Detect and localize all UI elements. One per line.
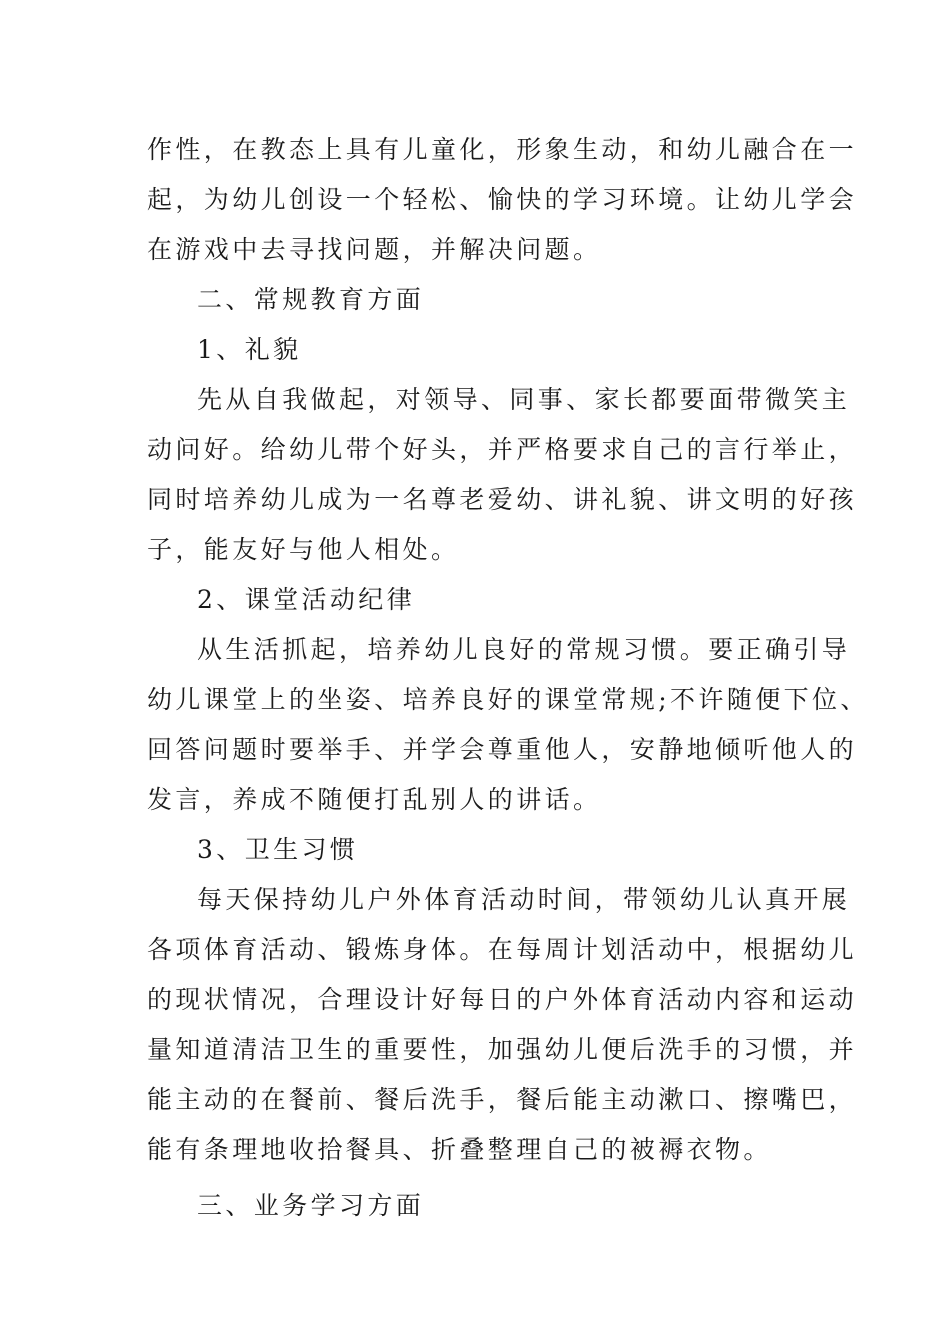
paragraph-line: 同时培养幼儿成为一名尊老爱幼、讲礼貌、讲文明的好孩: [147, 485, 858, 514]
paragraph-line: 的现状情况，合理设计好每日的户外体育活动内容和运动: [147, 985, 858, 1014]
paragraph-line: 能主动的在餐前、餐后洗手，餐后能主动漱口、擦嘴巴，: [147, 1085, 858, 1114]
paragraph-line: 起，为幼儿创设一个轻松、愉快的学习环境。让幼儿学会: [147, 185, 858, 214]
paragraph-line: 先从自我做起，对领导、同事、家长都要面带微笑主: [197, 385, 851, 414]
paragraph-line: 幼儿课堂上的坐姿、培养良好的课堂常规;不许随便下位、: [147, 685, 869, 714]
paragraph-line: 回答问题时要举手、并学会尊重他人，安静地倾听他人的: [147, 735, 858, 764]
paragraph-line: 作性，在教态上具有儿童化，形象生动，和幼儿融合在一: [147, 135, 858, 164]
section-heading-routine-education: 二、常规教育方面: [197, 285, 425, 314]
subheading-classroom-discipline: 2、课堂活动纪律: [197, 585, 416, 614]
paragraph-line: 在游戏中去寻找问题，并解决问题。: [147, 235, 602, 264]
paragraph-line: 发言，养成不随便打乱别人的讲话。: [147, 785, 602, 814]
paragraph-line: 能有条理地收拾餐具、折叠整理自己的被褥衣物。: [147, 1135, 772, 1164]
paragraph-line: 从生活抓起，培养幼儿良好的常规习惯。要正确引导: [197, 635, 851, 664]
paragraph-line: 各项体育活动、锻炼身体。在每周计划活动中，根据幼儿: [147, 935, 858, 964]
document-body: [147, 125, 869, 1231]
paragraph-line: 量知道清洁卫生的重要性，加强幼儿便后洗手的习惯，并: [147, 1035, 858, 1064]
section-heading-professional-study: 三、业务学习方面: [197, 1191, 425, 1220]
subheading-manners: 1、礼貌: [197, 335, 302, 364]
paragraph-line: 动问好。给幼儿带个好头，并严格要求自己的言行举止，: [147, 435, 858, 464]
paragraph-line: 子，能友好与他人相处。: [147, 535, 460, 564]
paragraph-line: 每天保持幼儿户外体育活动时间，带领幼儿认真开展: [197, 885, 851, 914]
subheading-hygiene-habits: 3、卫生习惯: [197, 835, 359, 864]
